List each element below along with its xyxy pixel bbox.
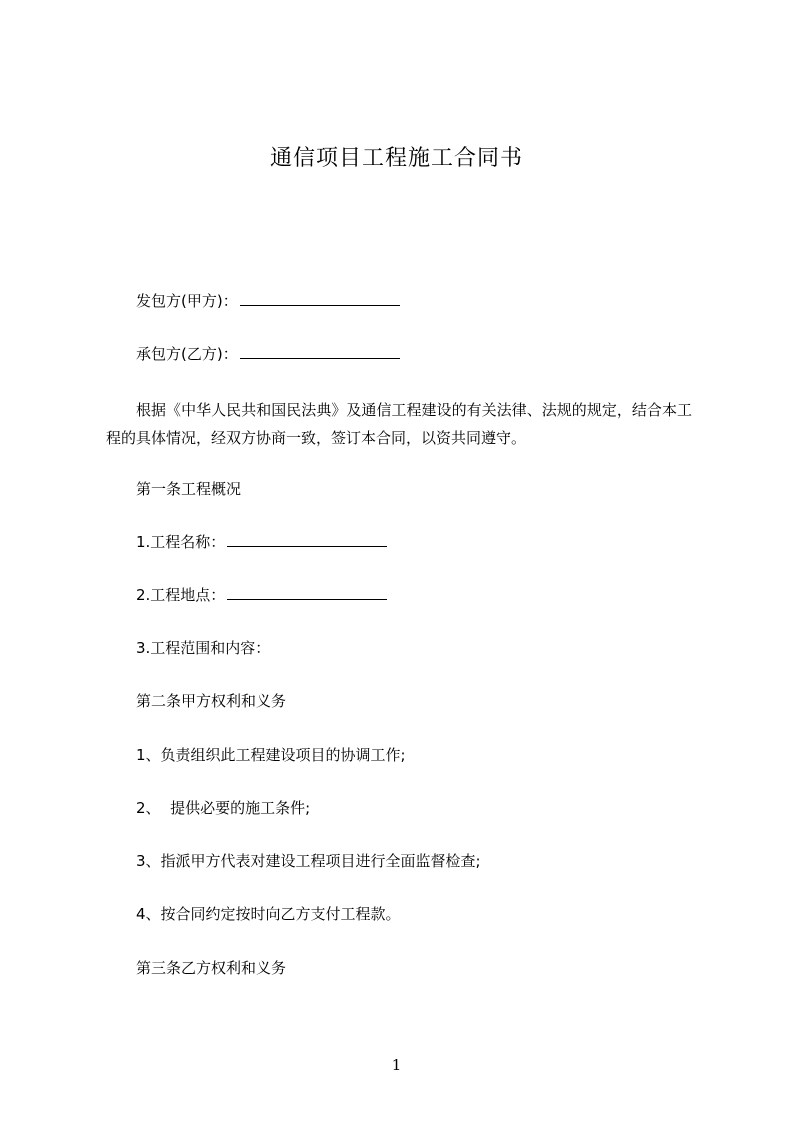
article3-heading: 第三条乙方权利和义务	[136, 959, 287, 977]
article1-heading: 第一条工程概况	[136, 480, 242, 498]
party-a-duty-4: 4、按合同约定按时向乙方支付工程款。	[136, 905, 401, 923]
project-scope-label: 3.工程范围和内容：	[136, 639, 271, 657]
party-b-label: 承包方(乙方)：	[136, 345, 238, 363]
project-name-label: 1.工程名称：	[136, 533, 226, 551]
party-a-duty-1: 1、负责组织此工程建设项目的协调工作;	[136, 746, 406, 764]
party-b-line	[136, 343, 400, 365]
project-name-blank	[227, 531, 387, 547]
project-location-blank	[227, 584, 387, 600]
party-a-label: 发包方(甲方)：	[136, 292, 238, 310]
party-a-duty-3: 3、指派甲方代表对建设工程项目进行全面监督检查;	[136, 852, 481, 870]
party-a-blank	[240, 290, 400, 306]
page-number: 1	[391, 1056, 402, 1074]
preamble-paragraph: 根据《中华人民共和国民法典》及通信工程建设的有关法律、法规的规定，结合本工程的具体情况，经双方协商一致，签订本合同，以资共同遵守。	[106, 401, 692, 447]
party-b-blank	[240, 343, 400, 359]
party-a-line	[136, 290, 400, 312]
project-name-line	[136, 531, 387, 553]
party-a-duty-2: 2、 提供必要的施工条件;	[136, 799, 311, 817]
document-title: 通信项目工程施工合同书	[269, 146, 523, 171]
project-location-line	[136, 584, 387, 606]
project-location-label: 2.工程地点：	[136, 586, 226, 604]
article2-heading: 第二条甲方权利和义务	[136, 692, 287, 710]
